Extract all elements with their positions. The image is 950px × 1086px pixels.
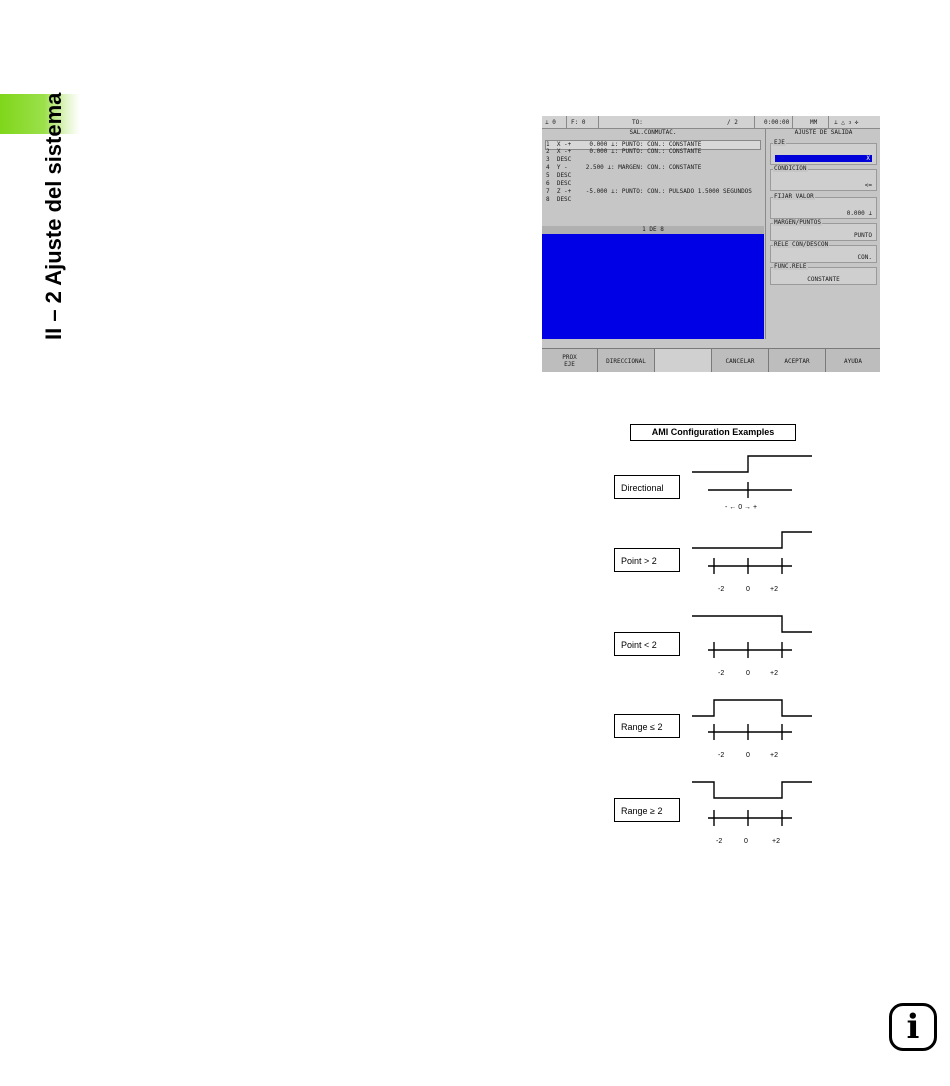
range-ge-signal bbox=[692, 782, 812, 798]
axis-label: EJE bbox=[774, 139, 785, 146]
status-units: MM bbox=[810, 119, 818, 126]
chapter-title-text: II – 2 Ajuste del sistema bbox=[41, 92, 66, 340]
tick-label: -2 bbox=[718, 670, 725, 677]
tick-label: -2 bbox=[718, 752, 725, 759]
directional-label: Directional bbox=[614, 475, 680, 499]
tick-label: -2 bbox=[716, 838, 723, 845]
relay-on-off-label: RELE CON/DESCON bbox=[774, 241, 829, 248]
tick-label: 0 bbox=[744, 838, 748, 845]
directional-axis-label: - ← 0 → + bbox=[725, 504, 758, 511]
status-bar bbox=[542, 116, 880, 129]
status-page: / 2 bbox=[727, 119, 738, 126]
display-area bbox=[542, 234, 764, 339]
panel-title: AJUSTE DE SALIDA bbox=[794, 129, 853, 136]
list-item[interactable]: 2 X -+ 0.000 ⊥: PUNTO: CON.: CONSTANTE bbox=[546, 148, 702, 155]
list-item[interactable]: 8 DESC bbox=[546, 196, 572, 203]
tick-label: +2 bbox=[770, 670, 778, 677]
set-value-field[interactable] bbox=[770, 193, 877, 219]
range-le-signal bbox=[692, 700, 812, 716]
accept-softkey[interactable]: ACEPTAR bbox=[769, 349, 826, 372]
condition-label: CONDICION bbox=[774, 165, 807, 172]
condition-field[interactable] bbox=[770, 165, 877, 191]
tick-label: +2 bbox=[770, 586, 778, 593]
point-gt-signal bbox=[692, 532, 812, 548]
status-tool: TO: bbox=[632, 119, 643, 126]
ami-diagram bbox=[600, 420, 840, 870]
list-item[interactable]: 4 Y - 2.500 ⊥: MARGEN: CON.: CONSTANTE bbox=[546, 164, 702, 171]
switch-outputs-list bbox=[542, 129, 764, 335]
dro-screen bbox=[542, 116, 880, 372]
output-settings-panel bbox=[765, 129, 880, 339]
page-indicator: 1 DE 8 bbox=[542, 226, 764, 234]
cancel-softkey[interactable]: CANCELAR bbox=[712, 349, 769, 372]
range-le-label: Range ≤ 2 bbox=[614, 714, 680, 738]
axis-value[interactable]: X bbox=[775, 155, 872, 162]
list-item[interactable]: 1 X -+ 0.000 ⊥: PUNTO: CON.: CONSTANTE bbox=[545, 140, 761, 150]
tick-label: +2 bbox=[770, 752, 778, 759]
point-gt-label: Point > 2 bbox=[614, 548, 680, 572]
tick-label: 0 bbox=[746, 752, 750, 759]
relay-on-off-field[interactable] bbox=[770, 241, 877, 263]
relay-on-off-value[interactable]: CON. bbox=[857, 254, 872, 261]
list-title: SAL.CONMUTAC. bbox=[629, 129, 677, 136]
list-item[interactable]: 6 DESC bbox=[546, 180, 572, 187]
blank-softkey[interactable] bbox=[655, 349, 712, 372]
info-icon: i bbox=[889, 1003, 937, 1051]
next-axis-softkey[interactable]: PROX EJE bbox=[542, 349, 598, 372]
range-point-value[interactable]: PUNTO bbox=[853, 232, 872, 239]
set-value-label: FIJAR VALOR bbox=[774, 193, 814, 200]
range-point-field[interactable] bbox=[770, 219, 877, 241]
set-value-value[interactable]: 0.000 ⊥ bbox=[846, 210, 872, 217]
tick-label: -2 bbox=[718, 586, 725, 593]
status-datum: ⊥ 0 bbox=[545, 119, 556, 126]
relay-function-value[interactable]: CONSTANTE bbox=[807, 276, 840, 283]
directional-softkey[interactable]: DIRECCIONAL bbox=[598, 349, 655, 372]
status-timer: 0:00:00 bbox=[764, 119, 790, 126]
relay-function-field[interactable] bbox=[770, 263, 877, 285]
directional-signal bbox=[692, 456, 812, 472]
softkey-bar bbox=[542, 348, 880, 372]
ami-title: AMI Configuration Examples bbox=[630, 424, 796, 441]
chapter-title bbox=[34, 40, 74, 340]
tick-label: +2 bbox=[772, 838, 780, 845]
point-lt-signal bbox=[692, 616, 812, 632]
range-ge-label: Range ≥ 2 bbox=[614, 798, 680, 822]
axis-field[interactable] bbox=[770, 139, 877, 165]
list-item[interactable]: 5 DESC bbox=[546, 172, 572, 179]
point-lt-label: Point < 2 bbox=[614, 632, 680, 656]
tick-label: 0 bbox=[746, 586, 750, 593]
help-softkey[interactable]: AYUDA bbox=[843, 357, 863, 365]
range-point-label: MARGEN/PUNTOS bbox=[774, 219, 821, 226]
relay-function-label: FUNC.RELE bbox=[774, 263, 807, 270]
status-feed: F: 0 bbox=[571, 119, 586, 126]
list-item[interactable]: 7 Z -+ -5.000 ⊥: PUNTO: CON.: PULSADO 1.5000 SEGUNDOS bbox=[546, 188, 752, 195]
condition-value[interactable]: <= bbox=[864, 182, 872, 189]
tick-label: 0 bbox=[746, 670, 750, 677]
list-item[interactable]: 3 DESC bbox=[546, 156, 572, 163]
status-mode-icons: ⊥ △ ↄ ✣ bbox=[834, 119, 859, 126]
